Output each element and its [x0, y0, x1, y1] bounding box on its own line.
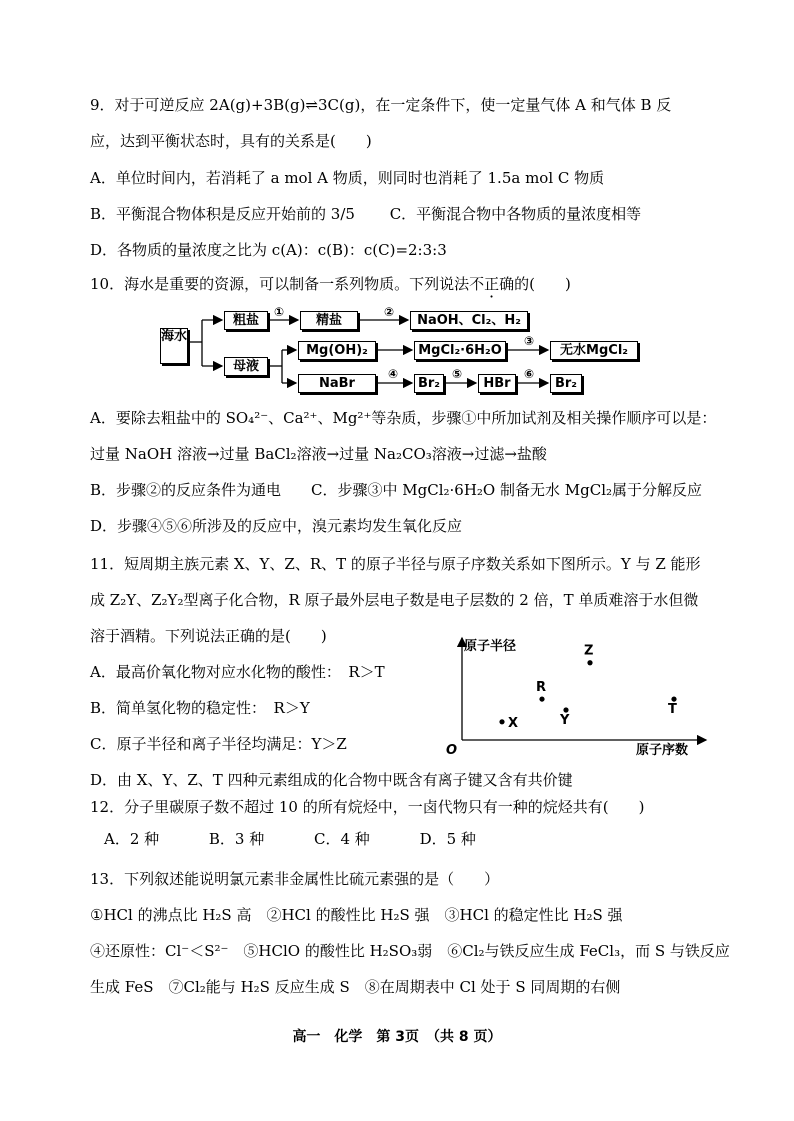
q10-stem	[90, 274, 571, 294]
x-axis-label: 原子序数	[636, 743, 689, 758]
q12-stem: 12．分子里碳原子数不超过 10 的所有烷烃中，一卤代物只有一种的烷烃共有( )	[90, 798, 645, 816]
box-refined-salt: 精盐	[300, 311, 358, 330]
q10-option-a-line2: 过量 NaOH 溶液→过量 BaCl₂溶液→过量 Na₂CO₃溶液→过滤→盐酸	[90, 445, 547, 463]
box-mgcl2-hexahydrate: MgCl₂·6H₂O	[414, 341, 506, 360]
q13-items-line2: ④还原性：Cl⁻＜S²⁻ ⑤HClO 的酸性比 H₂SO₃弱 ⑥Cl₂与铁反应生成 FeCl₃，而 S 与铁反应	[90, 942, 730, 960]
q10-stem-emphasis	[469, 275, 514, 293]
atomic-radius-svg	[440, 634, 710, 760]
point-t	[671, 696, 676, 701]
point-label-t: T	[668, 702, 677, 718]
q11-stem-line1: 11．短周期主族元素 X、Y、Z、R、T 的原子半径与原子序数关系如下图所示。Y 与 Z 能形	[90, 555, 701, 573]
q11-option-c: C．原子半径和离子半径均满足：Y＞Z	[90, 735, 347, 753]
q10-stem-pre: 10．海水是重要的资源，可以制备一系列物质。下列说法	[90, 275, 470, 293]
q13-items-line1: ①HCl 的沸点比 H₂S 高 ②HCl 的酸性比 H₂S 强 ③HCl 的稳定性比 H₂S 强	[90, 906, 623, 924]
q13-items-line3: 生成 FeS ⑦Cl₂能与 H₂S 反应生成 S ⑧在周期表中 Cl 处于 S 同周期的右侧	[90, 978, 621, 996]
point-y	[563, 707, 568, 712]
point-x	[499, 719, 504, 724]
q9-option-a: A．单位时间内，若消耗了 a mol A 物质，则同时也消耗了 1.5a mol C 物质	[90, 169, 605, 187]
y-axis-label: 原子半径	[464, 639, 517, 654]
seawater-flow-diagram	[158, 305, 648, 400]
q11-option-d: D．由 X、Y、Z、T 四种元素组成的化合物中既含有离子键又含有共价键	[90, 771, 573, 789]
box-br2-first: Br₂	[414, 374, 444, 393]
q9-stem-line1: 9．对于可逆反应 2A(g)+3B(g)⇌3C(g)，在一定条件下，使一定量气体 A 和气体 B 反	[90, 96, 672, 114]
box-mother-liquor: 母液	[224, 357, 268, 376]
q9-stem-line2: 应，达到平衡状态时，具有的关系是( )	[90, 132, 372, 150]
box-mg-hydroxide: Mg(OH)₂	[298, 341, 376, 360]
q13-stem: 13．下列叙述能说明氯元素非金属性比硫元素强的是（ ）	[90, 870, 500, 888]
q10-stem-dot-word: 不正确	[469, 275, 515, 293]
point-label-r: R	[536, 680, 547, 696]
q11-option-b: B．简单氢化物的稳定性： R＞Y	[90, 699, 310, 717]
q11-stem-line3: 溶于酒精。下列说法正确的是( )	[90, 627, 327, 645]
point-r	[539, 696, 544, 701]
point-label-y: Y	[560, 713, 570, 728]
step-6-label: ⑥	[524, 367, 535, 381]
box-anhydrous-mgcl2: 无水MgCl₂	[550, 341, 638, 360]
q11-option-a: A．最高价氧化物对应水化物的酸性： R＞T	[90, 663, 385, 681]
box-crude-salt: 粗盐	[224, 311, 268, 330]
origin-label: O	[446, 743, 458, 758]
box-seawater: 海水	[160, 328, 188, 364]
step-1-label: ①	[274, 305, 285, 319]
q10-option-bc: B．步骤②的反应条件为通电 C．步骤③中 MgCl₂·6H₂O 制备无水 MgCl₂属于分解反应	[90, 481, 703, 499]
point-z	[587, 660, 592, 665]
step-3-label: ③	[524, 334, 535, 348]
q9-option-d: D．各物质的量浓度之比为 c(A)：c(B)：c(C)=2:3:3	[90, 241, 447, 259]
q10-option-a-line1: A．要除去粗盐中的 SO₄²⁻、Ca²⁺、Mg²⁺等杂质，步骤①中所加试剂及相关操作顺序可以是：	[90, 409, 717, 427]
page-footer: 高一 化学 第 3页 （共 8 页）	[292, 1029, 502, 1045]
step-4-label: ④	[388, 367, 399, 381]
q10-stem-post: 的( )	[514, 275, 571, 293]
point-label-x: X	[508, 715, 519, 731]
step-2-label: ②	[384, 305, 395, 319]
box-hbr: HBr	[478, 374, 516, 393]
box-br2-second: Br₂	[550, 374, 582, 393]
box-nabr: NaBr	[298, 374, 376, 393]
point-label-z: Z	[584, 643, 594, 659]
q10-option-d: D．步骤④⑤⑥所涉及的反应中，溴元素均发生氧化反应	[90, 517, 463, 535]
q9-option-bc: B．平衡混合物体积是反应开始前的 3/5 C．平衡混合物中各物质的量浓度相等	[90, 205, 642, 223]
step-5-label: ⑤	[452, 367, 463, 381]
box-naoh-products: NaOH、Cl₂、H₂	[410, 311, 528, 330]
q11-stem-line2: 成 Z₂Y、Z₂Y₂型离子化合物，R 原子最外层电子数是电子层数的 2 倍，T 单质难溶于水但微	[90, 591, 699, 609]
atomic-radius-chart	[440, 634, 710, 760]
q12-options: A．2 种 B．3 种 C．4 种 D．5 种	[104, 830, 476, 848]
